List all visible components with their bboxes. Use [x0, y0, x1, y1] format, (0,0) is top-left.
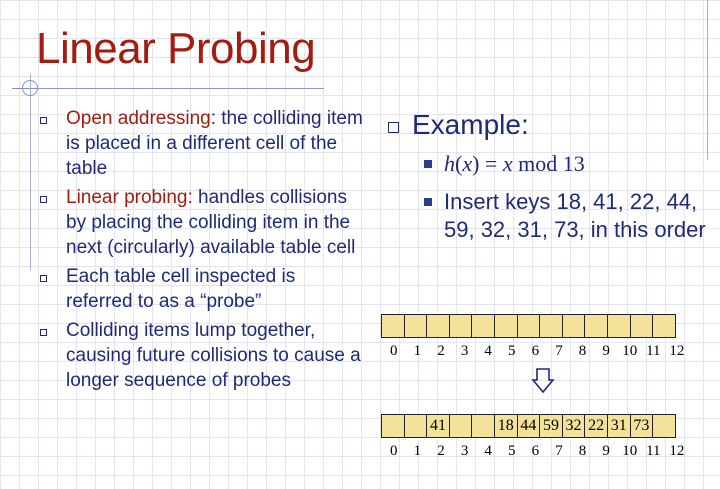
bullet-probe-definition: [36, 264, 366, 314]
table-cell: [562, 314, 586, 338]
table-cell: 31: [607, 414, 631, 438]
cell-index: 12: [669, 443, 685, 459]
bullet-colliding-items: [36, 318, 366, 393]
bullet-text: handles collisions by placing the colliding item in the next (circularly) available table cell: [66, 187, 356, 258]
cell-index: 1: [413, 343, 422, 359]
cell-index: 8: [578, 443, 587, 459]
table-cell: [652, 314, 676, 338]
bullet-linear-probing: [36, 185, 366, 260]
filled-hash-table: [382, 414, 676, 438]
bullet-text: Colliding items lump together, causing future collisions to cause a longer sequence of probes: [66, 320, 361, 391]
crosshair-vertical: [30, 74, 31, 270]
cell-index: 6: [531, 343, 540, 359]
table-cell: [630, 314, 654, 338]
example-heading: [386, 108, 706, 142]
table-cell: 44: [517, 414, 541, 438]
cell-index: 0: [390, 443, 398, 459]
table-cell: [517, 314, 541, 338]
bullet-highlight: Open addressing: [66, 108, 211, 129]
bullet-text: Each table cell inspected is referred to as a “probe”: [66, 266, 296, 312]
table-cell: [607, 314, 631, 338]
filled-square-bullet-icon: [424, 160, 432, 168]
table-cell: [539, 314, 563, 338]
cell-index: 10: [622, 443, 638, 459]
cell-index: 9: [602, 443, 610, 459]
formula-equals: =: [479, 151, 503, 176]
table-index-row: [382, 443, 689, 460]
cell-index: 7: [555, 343, 563, 359]
cell-index: 11: [646, 343, 661, 359]
table-cell: [494, 314, 518, 338]
hollow-square-bullet-icon: [40, 196, 47, 203]
example-heading-text: Example:: [412, 109, 529, 140]
down-arrow-icon: [531, 368, 555, 394]
cell-index: 7: [555, 443, 563, 459]
filled-square-bullet-icon: [424, 198, 432, 206]
table-cell: 22: [584, 414, 608, 438]
cell-index: 8: [578, 343, 587, 359]
hollow-square-bullet-icon: [388, 122, 399, 133]
empty-hash-table: [382, 314, 676, 338]
cell-index: 6: [531, 443, 540, 459]
cell-index: 5: [508, 343, 516, 359]
insert-keys-text: Insert keys 18, 41, 22, 44, 59, 32, 31, 73, in this order: [444, 189, 706, 242]
bullet-open-addressing: [36, 106, 366, 181]
table-cell: [449, 414, 473, 438]
table-cell: [652, 414, 676, 438]
cell-index: 0: [390, 343, 398, 359]
hollow-square-bullet-icon: [40, 329, 47, 336]
table-index-row: [382, 343, 689, 360]
cell-index: 11: [646, 443, 661, 459]
cell-index: 4: [484, 343, 492, 359]
table-cell: [471, 314, 495, 338]
table-cell: [381, 314, 405, 338]
example-section: [386, 108, 706, 244]
title-underline: [14, 88, 324, 89]
bullet-list: [36, 106, 366, 397]
right-decorative-rule: [707, 0, 708, 160]
table-cell: 18: [494, 414, 518, 438]
insert-keys-item: [386, 188, 706, 244]
cell-index: 12: [669, 343, 685, 359]
cell-index: 3: [460, 343, 469, 359]
slide-title: Linear Probing: [36, 24, 316, 73]
crosshair-circle-icon: [22, 80, 38, 96]
cell-index: 9: [602, 343, 610, 359]
hollow-square-bullet-icon: [40, 275, 47, 282]
table-cell: [471, 414, 495, 438]
table-cell: 32: [562, 414, 586, 438]
table-cell: 73: [630, 414, 654, 438]
cell-index: 3: [460, 443, 469, 459]
table-cell: 41: [426, 414, 450, 438]
table-cell: [381, 414, 405, 438]
cell-index: 4: [484, 443, 492, 459]
cell-index: 10: [622, 343, 638, 359]
cell-index: 1: [413, 443, 422, 459]
table-cell: [426, 314, 450, 338]
table-cell: [404, 414, 428, 438]
bullet-highlight: Linear probing:: [66, 187, 193, 208]
formula-variable: x: [462, 151, 473, 176]
table-cell: 59: [539, 414, 563, 438]
cell-index: 5: [508, 443, 516, 459]
formula-function: h: [444, 151, 455, 176]
hollow-square-bullet-icon: [40, 117, 47, 124]
hash-formula: h(x) = x mod 13: [386, 150, 706, 178]
table-cell: [449, 314, 473, 338]
cell-index: 2: [437, 343, 445, 359]
formula-rhs-variable: x: [502, 151, 513, 176]
bullet-text: : the colliding item is placed in a different cell of the table: [66, 108, 363, 179]
table-cell: [404, 314, 428, 338]
table-cell: [584, 314, 608, 338]
cell-index: 2: [437, 443, 445, 459]
formula-rhs: mod 13: [512, 151, 585, 176]
